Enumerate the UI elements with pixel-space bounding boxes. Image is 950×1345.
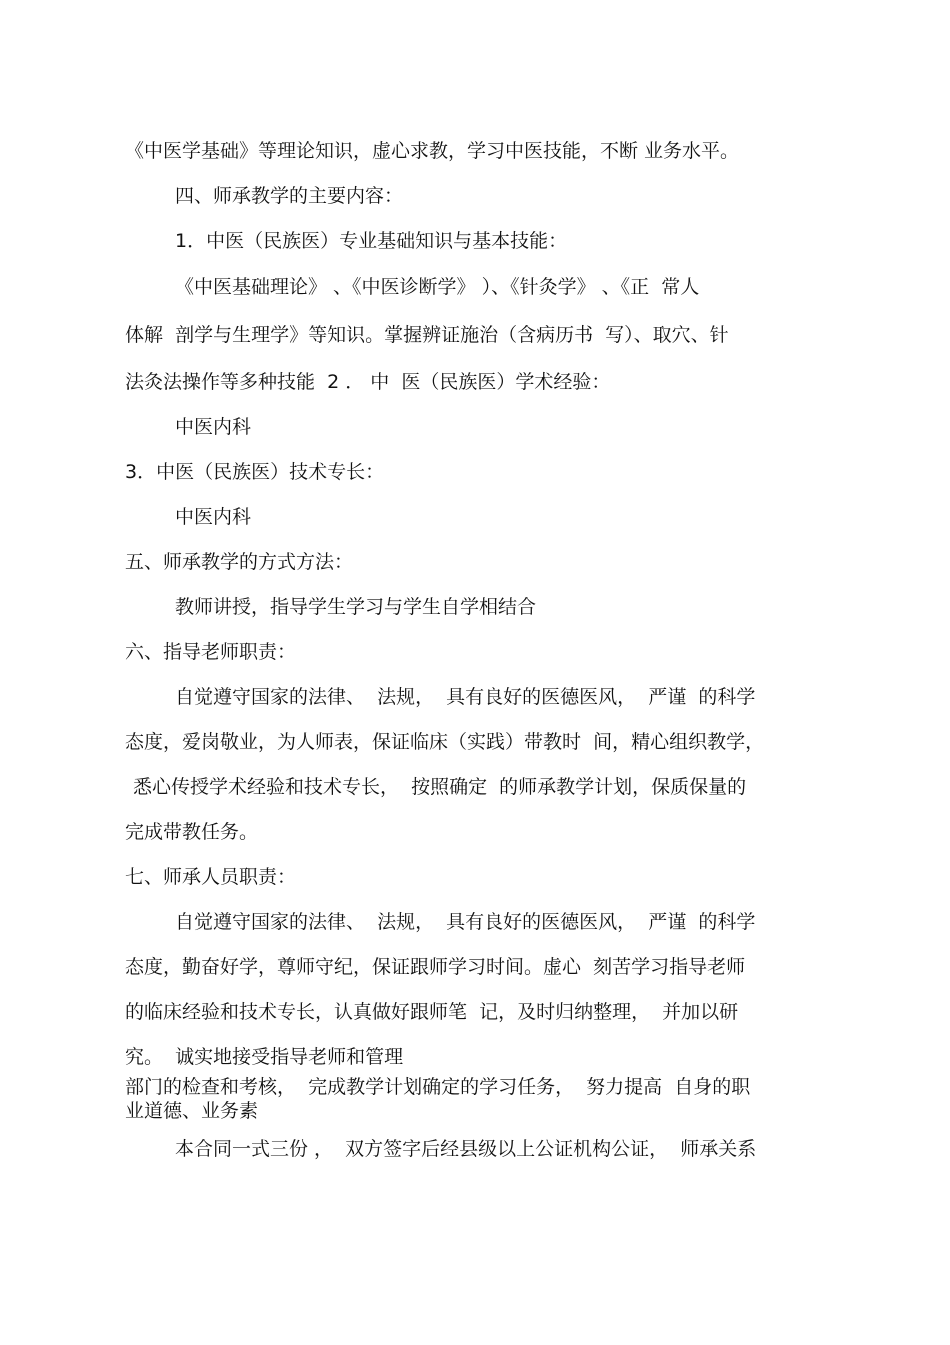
paragraph-line: 教师讲授，指导学生学习与学生自学相结合 xyxy=(175,596,537,618)
paragraph-line: 态度，勤奋好学，尊师守纪，保证跟师学习时间。虚心 刻苦学习指导老师 xyxy=(125,956,746,978)
paragraph-line: 完成带教任务。 xyxy=(125,821,259,843)
paragraph-line: 态度，爱岗敬业，为人师表，保证临床（实践）带教时 间，精心组织教学， xyxy=(125,731,765,753)
paragraph-line: 部门的检查和考核， 完成教学计划确定的学习任务， 努力提高 自身的职 xyxy=(125,1076,751,1098)
paragraph-line: 《中医学基础》等理论知识，虚心求教，学习中医技能，不断 业务水平。 xyxy=(125,140,740,162)
paragraph-line: 的临床经验和技术专长，认真做好跟师笔 记，及时归纳整理， 并加以研 xyxy=(125,1001,739,1023)
paragraph-line: 业道德、业务素 xyxy=(125,1100,259,1122)
section-heading: 五、师承教学的方式方法： xyxy=(125,551,354,573)
section-heading: 七、师承人员职责： xyxy=(125,866,297,888)
paragraph-line: 《中医基础理论》 、《中医诊断学》 ）、《针灸学》 、《正 常人 xyxy=(175,276,700,298)
section-heading: 六、指导老师职责： xyxy=(125,641,297,663)
paragraph-line: 法灸法操作等多种技能 2 ． 中 医（民族医）学术经验： xyxy=(125,371,611,393)
paragraph-line: 中医内科 xyxy=(175,416,252,438)
paragraph-line: 中医内科 xyxy=(175,506,252,528)
paragraph-line: 自觉遵守国家的法律、 法规， 具有良好的医德医风， 严谨 的科学 xyxy=(175,686,756,708)
paragraph-line: 本合同一式三份 ， 双方签字后经县级以上公证机构公证， 师承关系 xyxy=(175,1138,757,1160)
paragraph-line: 体解 剖学与生理学》等知识。掌握辨证施治（含病历书 写）、取穴、针 xyxy=(125,324,729,346)
subsection-heading: 3．中医（民族医）技术专长： xyxy=(125,461,385,483)
section-heading: 四、师承教学的主要内容： xyxy=(175,185,404,207)
paragraph-line: 究。 诚实地接受指导老师和管理 xyxy=(125,1046,404,1068)
paragraph-line: 悉心传授学术经验和技术专长， 按照确定 的师承教学计划，保质保量的 xyxy=(133,776,747,798)
paragraph-line: 自觉遵守国家的法律、 法规， 具有良好的医德医风， 严谨 的科学 xyxy=(175,911,756,933)
subsection-heading: 1．中医（民族医）专业基础知识与基本技能： xyxy=(175,230,568,252)
